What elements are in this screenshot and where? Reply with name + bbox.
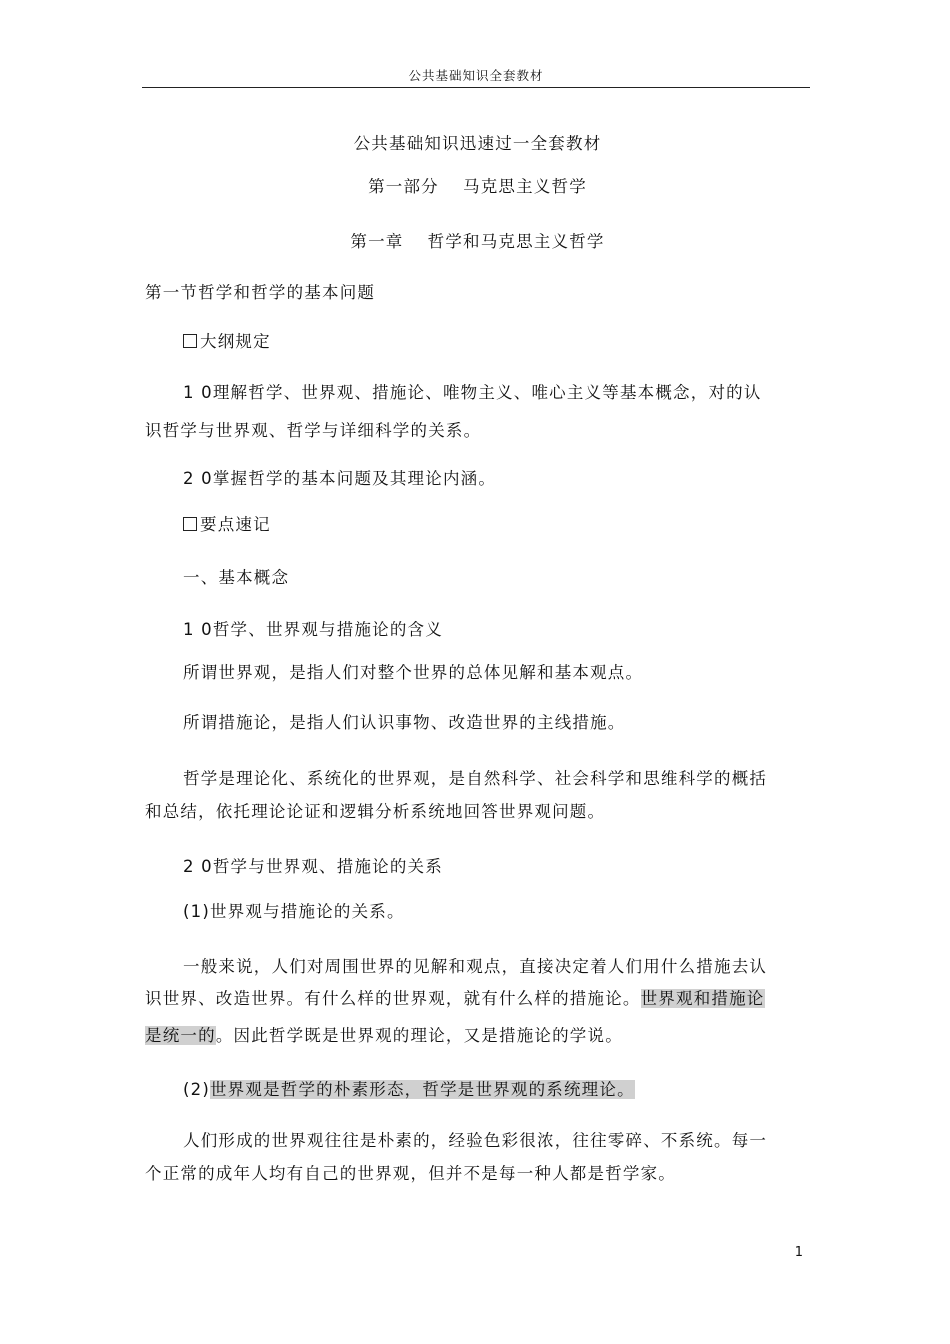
checkbox-icon <box>183 517 197 531</box>
outline-item-1-line-1: 1 0理解哲学、世界观、措施论、唯物主义、唯心主义等基本概念，对的认 <box>183 383 762 402</box>
highlight-1a: 世界观和措施论 <box>640 989 765 1008</box>
running-header: 公共基础知识全套教材 <box>408 68 544 83</box>
philosophy-definition-line-1: 哲学是理论化、系统化的世界观，是自然科学、社会科学和思维科学的概括 <box>183 769 768 788</box>
page-number: 1 <box>794 1245 803 1260</box>
keypoints-heading <box>183 514 853 536</box>
highlight-1b: 是统一的 <box>145 1026 216 1045</box>
subsection-heading: 一、基本概念 <box>183 568 290 587</box>
paragraph-1-line-3 <box>145 1025 815 1047</box>
section-title: 第一节哲学和哲学的基本问题 <box>145 283 376 302</box>
subsection-item-2-1: (1)世界观与措施论的关系。 <box>183 902 405 921</box>
outline-heading-text: 大纲规定 <box>200 332 271 351</box>
definition-method: 所谓措施论，是指人们认识事物、改造世界的主线措施。 <box>183 713 626 732</box>
outline-item-2: 2 0掌握哲学的基本问题及其理论内涵。 <box>183 469 497 488</box>
paragraph-2-line-2: 个正常的成年人均有自己的世界观，但并不是每一种人都是哲学家。 <box>145 1164 676 1183</box>
paragraph-2-line-1: 人们形成的世界观往往是朴素的，经验色彩很浓，往往零碎、不系统。每一 <box>183 1131 768 1150</box>
subsection-item-2-2 <box>183 1079 853 1101</box>
paragraph-1-line-2 <box>145 988 815 1010</box>
item-2-2-prefix: (2) <box>183 1080 210 1099</box>
part-title: 第一部分 马克思主义哲学 <box>368 177 587 196</box>
definition-worldview: 所谓世界观，是指人们对整个世界的总体见解和基本观点。 <box>183 663 644 682</box>
outline-heading <box>183 331 853 353</box>
checkbox-icon <box>183 334 197 348</box>
highlight-2: 世界观是哲学的朴素形态，哲学是世界观的系统理论。 <box>209 1080 635 1099</box>
paragraph-1-text-b: 。因此哲学既是世界观的理论，又是措施论的学说。 <box>215 1026 623 1045</box>
paragraph-1-line-1: 一般来说，人们对周围世界的见解和观点，直接决定着人们用什么措施去认 <box>183 957 768 976</box>
subsection-item-1: 1 0哲学、世界观与措施论的含义 <box>183 620 443 639</box>
header-rule <box>142 87 810 88</box>
outline-item-1-line-2: 识哲学与世界观、哲学与详细科学的关系。 <box>145 421 482 440</box>
keypoints-heading-text: 要点速记 <box>200 515 271 534</box>
main-title: 公共基础知识迅速过一全套教材 <box>353 134 602 153</box>
paragraph-1-text-a: 识世界、改造世界。有什么样的世界观，就有什么样的措施论。 <box>145 989 641 1008</box>
chapter-title: 第一章 哲学和马克思主义哲学 <box>350 232 605 251</box>
philosophy-definition-line-2: 和总结，依托理论论证和逻辑分析系统地回答世界观问题。 <box>145 802 606 821</box>
subsection-item-2: 2 0哲学与世界观、措施论的关系 <box>183 857 443 876</box>
